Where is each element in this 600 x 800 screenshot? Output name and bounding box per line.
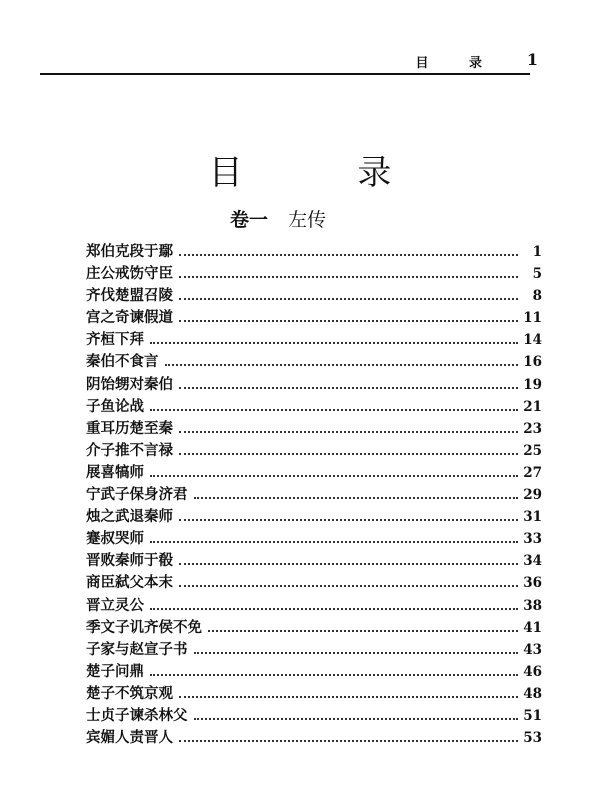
dot-leader (150, 674, 518, 676)
toc-entry[interactable] (86, 262, 542, 284)
toc-entry-page: 16 (523, 354, 542, 371)
toc-entry-title: 晋败秦师于殽 (86, 552, 173, 570)
toc-entry-page: 46 (523, 663, 542, 680)
toc-entry[interactable] (86, 726, 542, 748)
dot-leader (179, 298, 518, 300)
toc-entry[interactable] (86, 616, 542, 638)
toc-entry-page: 38 (523, 597, 542, 614)
dot-leader (194, 497, 519, 499)
toc-entry-title: 介子推不言禄 (86, 441, 173, 459)
toc-entry-page: 8 (532, 288, 542, 305)
toc-entry[interactable] (86, 682, 542, 704)
toc-entry-page: 34 (523, 553, 542, 570)
dot-leader (179, 696, 518, 698)
dot-leader (150, 409, 518, 411)
volume-name: 左传 (288, 209, 327, 231)
dot-leader (150, 475, 518, 477)
running-head-title: 目 录 (415, 56, 500, 71)
toc-entry-title: 齐伐楚盟召陵 (86, 287, 173, 305)
toc-entry-title: 子鱼论战 (86, 397, 144, 415)
dot-leader (179, 387, 518, 389)
toc-entry-page: 29 (523, 487, 542, 504)
running-head-page-number: 1 (526, 50, 538, 69)
toc-entry-title: 郑伯克段于鄢 (86, 243, 173, 260)
dot-leader (179, 276, 518, 278)
toc-entry-page: 33 (523, 531, 542, 548)
toc-entry-page: 1 (532, 244, 542, 260)
dot-leader (150, 608, 518, 610)
dot-leader (208, 630, 518, 632)
page-title: 目 录 (208, 152, 444, 193)
toc-entry-page: 21 (523, 398, 542, 415)
toc-entry-title: 宾媚人责晋人 (86, 729, 173, 747)
toc-entry-page: 11 (523, 310, 542, 327)
toc-entry-page: 41 (523, 619, 542, 636)
toc-entry[interactable] (86, 461, 542, 483)
toc-entry[interactable] (86, 328, 542, 350)
toc-entry-page: 5 (532, 266, 542, 283)
toc-entry[interactable] (86, 483, 542, 505)
toc-entry-page: 53 (523, 730, 542, 747)
toc-entry-page: 51 (523, 707, 542, 724)
toc-entry-page: 31 (523, 509, 542, 526)
dot-leader (194, 652, 519, 654)
dot-leader (150, 541, 518, 543)
dot-leader (194, 718, 519, 720)
toc-entry-page: 36 (523, 575, 542, 592)
dot-leader (150, 342, 518, 344)
toc-entry[interactable] (86, 594, 542, 616)
toc-entry[interactable] (86, 306, 542, 328)
toc-entry[interactable] (86, 417, 542, 439)
toc-entry-title: 子家与赵宣子书 (86, 640, 188, 658)
toc-entry-title: 烛之武退秦师 (86, 508, 173, 526)
dot-leader (179, 320, 518, 322)
toc-entry-page: 25 (523, 442, 542, 459)
toc-entry[interactable] (86, 527, 542, 549)
toc-entry-title: 商臣弑父本末 (86, 574, 173, 592)
toc-entry-title: 楚子不筑京观 (86, 684, 173, 702)
toc-entry-title: 秦伯不食言 (86, 353, 159, 371)
toc-entry-page: 14 (523, 332, 542, 349)
toc-entry-title: 齐桓下拜 (86, 331, 144, 349)
toc-entry[interactable] (86, 373, 542, 395)
toc-entry-title: 晋立灵公 (86, 596, 144, 614)
volume-number: 卷一 (230, 209, 269, 231)
toc-entry[interactable] (86, 395, 542, 417)
toc-entry-title: 士贞子谏杀林父 (86, 706, 188, 724)
toc-entry[interactable] (86, 505, 542, 527)
toc-entry-page: 43 (523, 641, 542, 658)
toc-entry[interactable] (86, 549, 542, 571)
toc-entry-page: 48 (523, 685, 542, 702)
toc-entry[interactable] (86, 571, 542, 593)
toc-entry-title: 展喜犒师 (86, 463, 144, 481)
toc-entry-page: 23 (523, 420, 542, 437)
toc-entry[interactable] (86, 660, 542, 682)
toc-entry[interactable] (86, 638, 542, 660)
toc-entry-title: 宫之奇谏假道 (86, 309, 173, 327)
toc-list (86, 240, 542, 748)
toc-entry-title: 重耳历楚至秦 (86, 419, 173, 437)
toc-entry[interactable] (86, 350, 542, 372)
header-rule (40, 73, 530, 75)
dot-leader (179, 254, 518, 256)
toc-entry-title: 季文子讥齐侯不免 (86, 618, 202, 636)
toc-entry[interactable] (86, 284, 542, 306)
toc-entry[interactable] (86, 240, 542, 262)
dot-leader (179, 563, 518, 565)
toc-entry[interactable] (86, 439, 542, 461)
dot-leader (179, 519, 518, 521)
toc-entry[interactable] (86, 704, 542, 726)
toc-entry-title: 庄公戒饬守臣 (86, 265, 173, 283)
dot-leader (179, 740, 518, 742)
running-head (40, 50, 560, 72)
dot-leader (165, 364, 519, 366)
toc-entry-title: 宁武子保身济君 (86, 486, 188, 504)
volume-heading (230, 205, 326, 232)
dot-leader (179, 585, 518, 587)
dot-leader (179, 431, 518, 433)
toc-entry-page: 27 (523, 464, 542, 481)
toc-entry-page: 19 (523, 376, 542, 393)
toc-entry-title: 楚子问鼎 (86, 662, 144, 680)
dot-leader (179, 453, 518, 455)
toc-entry-title: 蹇叔哭师 (86, 530, 144, 548)
toc-entry-title: 阴饴甥对秦伯 (86, 375, 173, 393)
